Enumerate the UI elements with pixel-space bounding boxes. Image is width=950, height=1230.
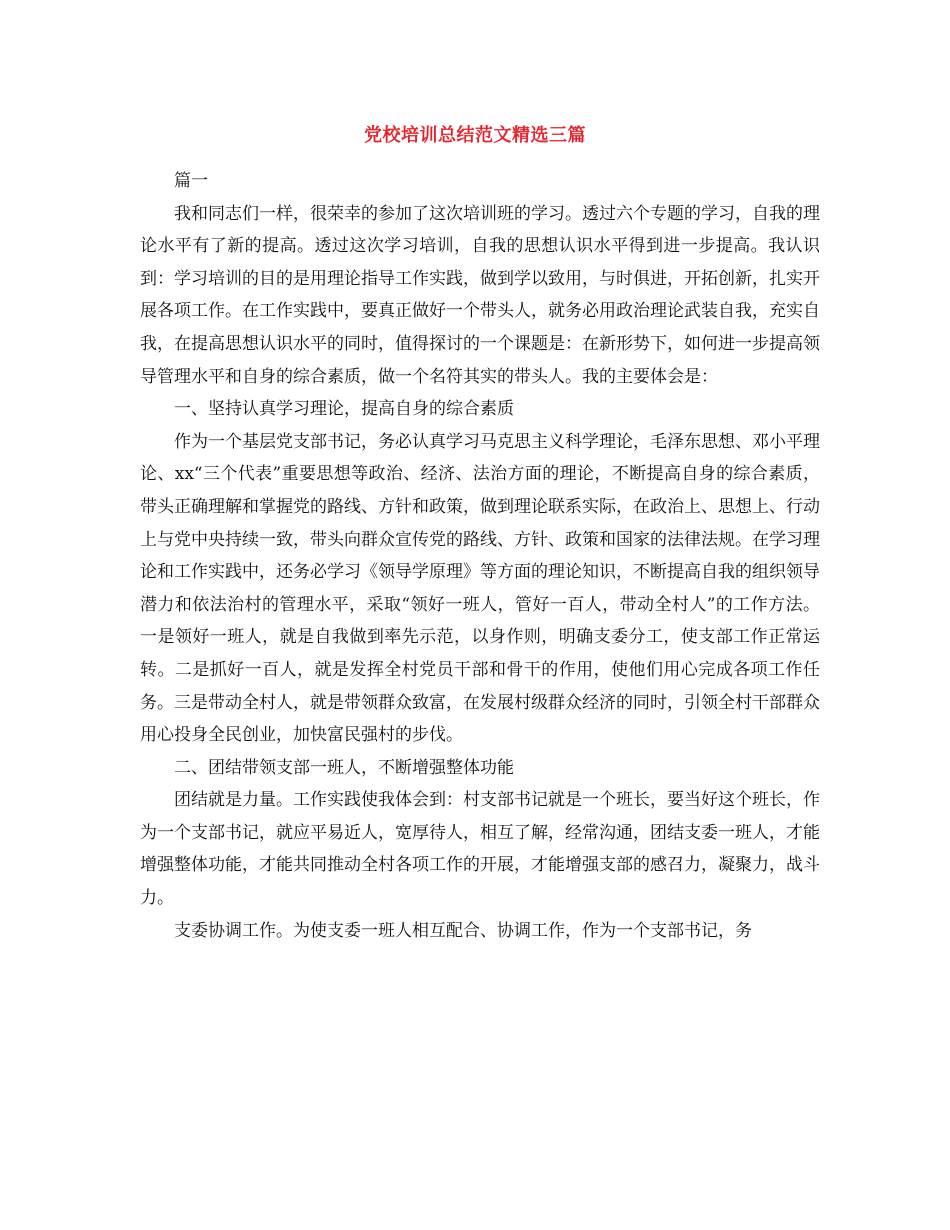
body-paragraph: 团结就是力量。工作实践使我体会到：村支部书记就是一个班长，要当好这个班长，作为一个支部书记，就应平易近人，宽厚待人，相互了解，经常沟通，团结支委一班人，才能增强整体功能，才能共同推动全村各项工作的开展，才能增强支部的感召力，凝聚力，战斗力。 [140, 790, 820, 909]
document-body [140, 165, 820, 947]
body-paragraph: 作为一个基层党支部书记，务必认真学习马克思主义科学理论，毛泽东思想、邓小平理论、xx“三个代表”重要思想等政治、经济、法治方面的理论，不断提高自身的综合素质，带头正确理解和掌握党的路线、方针和政策，做到理论联系实际，在政治上、思想上、行动上与党中央持续一致，带头向群众宣传党的路线、方针、政策和国家的法律法规。在学习理论和工作实践中，还务必学习《领导学原理》等方面的理论知识，不断提高自我的组织领导潜力和依法治村的管理水平，采取“领好一班人，管好一百人，带动全村人”的工作方法。一是领好一班人，就是自我做到率先示范，以身作则，明确支委分工，使支部工作正常运转。二是抓好一百人，就是发挥全村党员干部和骨干的作用，使他们用心完成各项工作任务。三是带动全村人，就是带领群众致富，在发展村级群众经济的同时，引领全村干部群众用心投身全民创业，加快富民强村的步伐。 [140, 431, 820, 746]
section-heading: 一、坚持认真学习理论，提高自身的综合素质 [174, 399, 514, 420]
body-paragraph: 我和同志们一样，很荣幸的参加了这次培训班的学习。透过六个专题的学习，自我的理论水平有了新的提高。透过这次学习培训，自我的思想认识水平得到进一步提高。我认识到：学习培训的目的是用理论指导工作实践，做到学以致用，与时俱进，开拓创新，扎实开展各项工作。在工作实践中，要真正做好一个带头人，就务必用政治理论武装自我，充实自我，在提高思想认识水平的同时，值得探讨的一个课题是：在新形势下，如何进一步提高领导管理水平和自身的综合素质，做一个名符其实的带头人。我的主要体会是： [140, 203, 820, 387]
section-heading-part-one: 篇一 [174, 171, 208, 191]
section-heading: 二、团结带领支部一班人，不断增强整体功能 [174, 757, 514, 778]
document-title: 党校培训总结范文精选三篇 [364, 125, 586, 146]
body-paragraph: 支委协调工作。为使支委一班人相互配合、协调工作，作为一个支部书记，务 [174, 920, 752, 941]
